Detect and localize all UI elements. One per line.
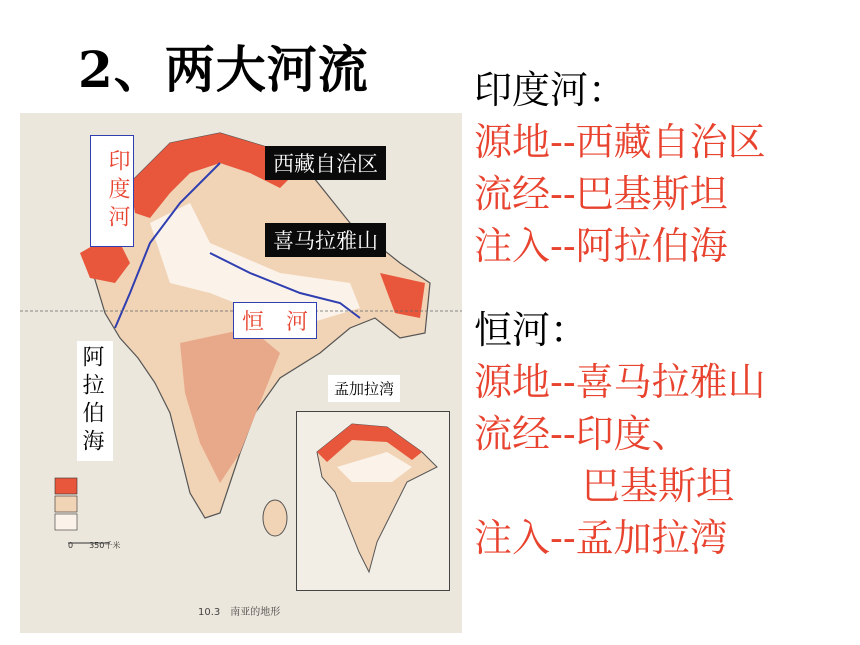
indus-source: 源地--西藏自治区	[474, 120, 766, 164]
inset-map-drawing	[297, 412, 449, 590]
indus-heading: 印度河：	[474, 68, 627, 112]
indus-mouth: 注入--阿拉伯海	[474, 224, 728, 268]
label-bay-of-bengal: 孟加拉湾	[328, 375, 400, 402]
ganges-flows: 流经--印度、	[474, 412, 690, 456]
indus-flows: 流经--巴基斯坦	[474, 172, 728, 216]
map-scale: 0 350千米	[68, 541, 121, 550]
label-arabian-sea: 阿拉伯海	[77, 341, 113, 461]
ganges-mouth: 注入--孟加拉湾	[474, 516, 728, 560]
ganges-source: 源地--喜马拉雅山	[474, 360, 766, 404]
label-tibet: 西藏自治区	[265, 146, 386, 180]
south-asia-map	[20, 113, 462, 633]
river-notes	[474, 64, 854, 564]
ganges-flows-cont: 巴基斯坦	[582, 464, 735, 508]
ganges-heading: 恒河：	[474, 308, 589, 352]
map-caption: 10.3 南亚的地形	[198, 607, 281, 618]
inset-map	[296, 411, 450, 591]
slide-title: 2、两大河流	[78, 40, 369, 99]
label-ganges-river: 恒 河	[233, 302, 317, 339]
label-himalaya: 喜马拉雅山	[265, 223, 386, 257]
label-indus-river: 印度河	[90, 135, 134, 247]
